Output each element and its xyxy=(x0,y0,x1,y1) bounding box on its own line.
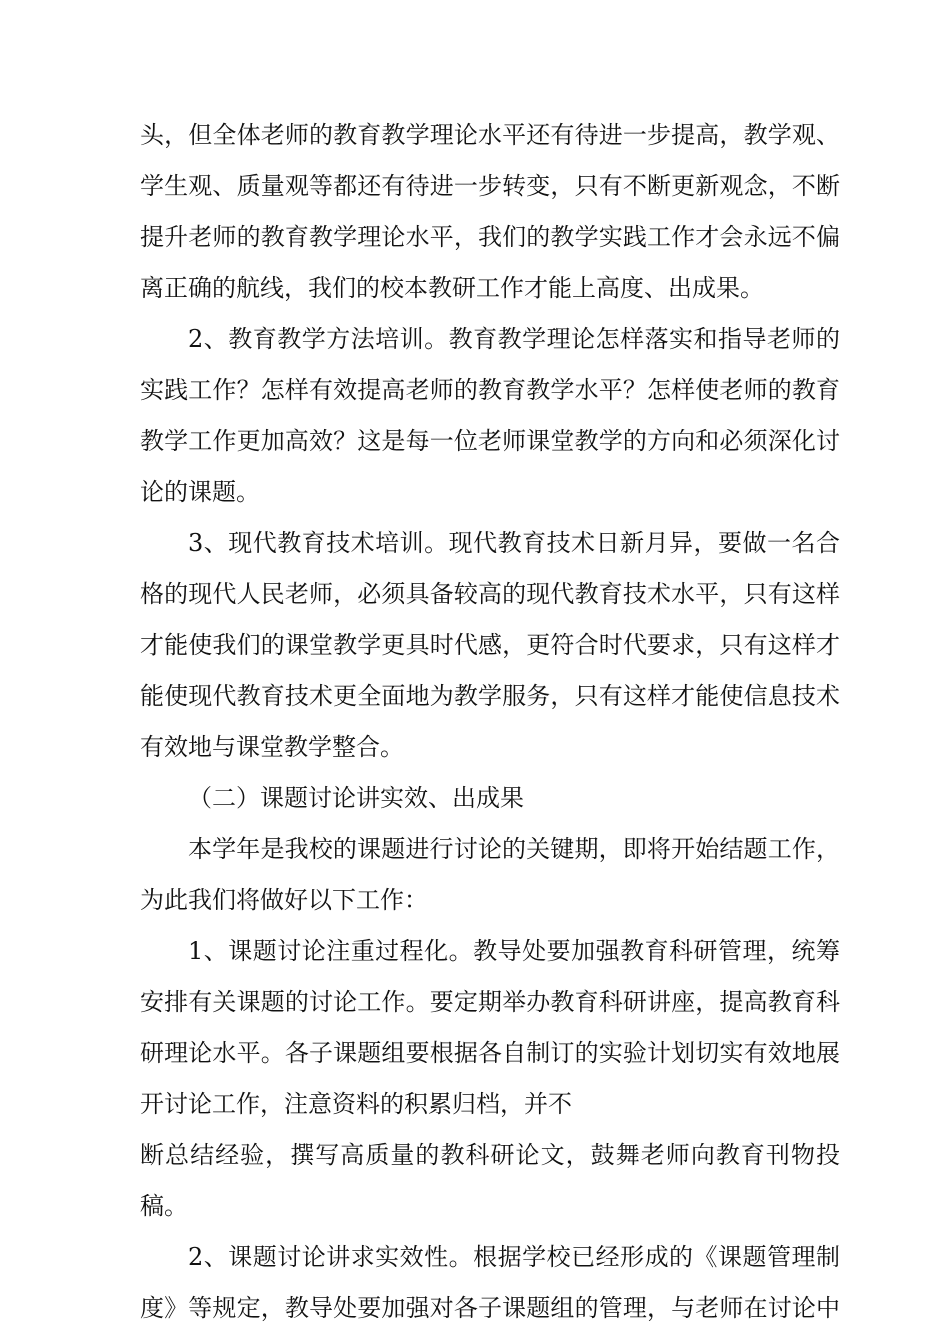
paragraph-line: 实践工作？怎样有效提高老师的教育教学水平？怎样使老师的教育 xyxy=(140,376,840,404)
paragraph-line: 本学年是我校的课题进行讨论的关键期，即将开始结题工作， xyxy=(188,835,840,863)
paragraph-line: 安排有关课题的讨论工作。要定期举办教育科研讲座，提高教育科 xyxy=(140,988,840,1016)
paragraph-line: 稿。 xyxy=(140,1192,188,1220)
paragraph-line: 提升老师的教育教学理论水平，我们的教学实践工作才会永远不偏 xyxy=(140,223,840,251)
paragraph-line: 教学工作更加高效？这是每一位老师课堂教学的方向和必须深化讨 xyxy=(140,427,840,455)
paragraph-line: 为此我们将做好以下工作： xyxy=(140,886,428,914)
paragraph-line: 研理论水平。各子课题组要根据各自制订的实验计划切实有效地展 xyxy=(140,1039,840,1067)
paragraph-line: 断总结经验，撰写高质量的教科研论文，鼓舞老师向教育刊物投 xyxy=(140,1141,840,1169)
paragraph-line: 离正确的航线，我们的校本教研工作才能上高度、出成果。 xyxy=(140,274,764,302)
paragraph-line: 学生观、质量观等都还有待进一步转变，只有不断更新观念，不断 xyxy=(140,172,840,200)
paragraph-line: 能使现代教育技术更全面地为教学服务，只有这样才能使信息技术 xyxy=(140,682,840,710)
paragraph-line: 头，但全体老师的教育教学理论水平还有待进一步提高，教学观、 xyxy=(140,121,840,149)
paragraph-line: 才能使我们的课堂教学更具时代感，更符合时代要求，只有这样才 xyxy=(140,631,840,659)
paragraph-line: 有效地与课堂教学整合。 xyxy=(140,733,404,761)
paragraph-line: 度》等规定，教导处要加强对各子课题组的管理，与老师在讨论中 xyxy=(140,1294,840,1322)
paragraph-line: 1、课题讨论注重过程化。教导处要加强教育科研管理，统筹 xyxy=(188,937,840,965)
section-heading: （二）课题讨论讲实效、出成果 xyxy=(188,784,524,812)
paragraph-line: 2、教育教学方法培训。教育教学理论怎样落实和指导老师的 xyxy=(188,325,840,353)
paragraph-line: 3、现代教育技术培训。现代教育技术日新月异，要做一名合 xyxy=(188,529,840,557)
paragraph-line: 论的课题。 xyxy=(140,478,260,506)
paragraph-line: 开讨论工作，注意资料的积累归档，并不 xyxy=(140,1090,572,1118)
paragraph-line: 2、课题讨论讲求实效性。根据学校已经形成的《课题管理制 xyxy=(188,1243,840,1271)
paragraph-line: 格的现代人民老师，必须具备较高的现代教育技术水平，只有这样 xyxy=(140,580,840,608)
